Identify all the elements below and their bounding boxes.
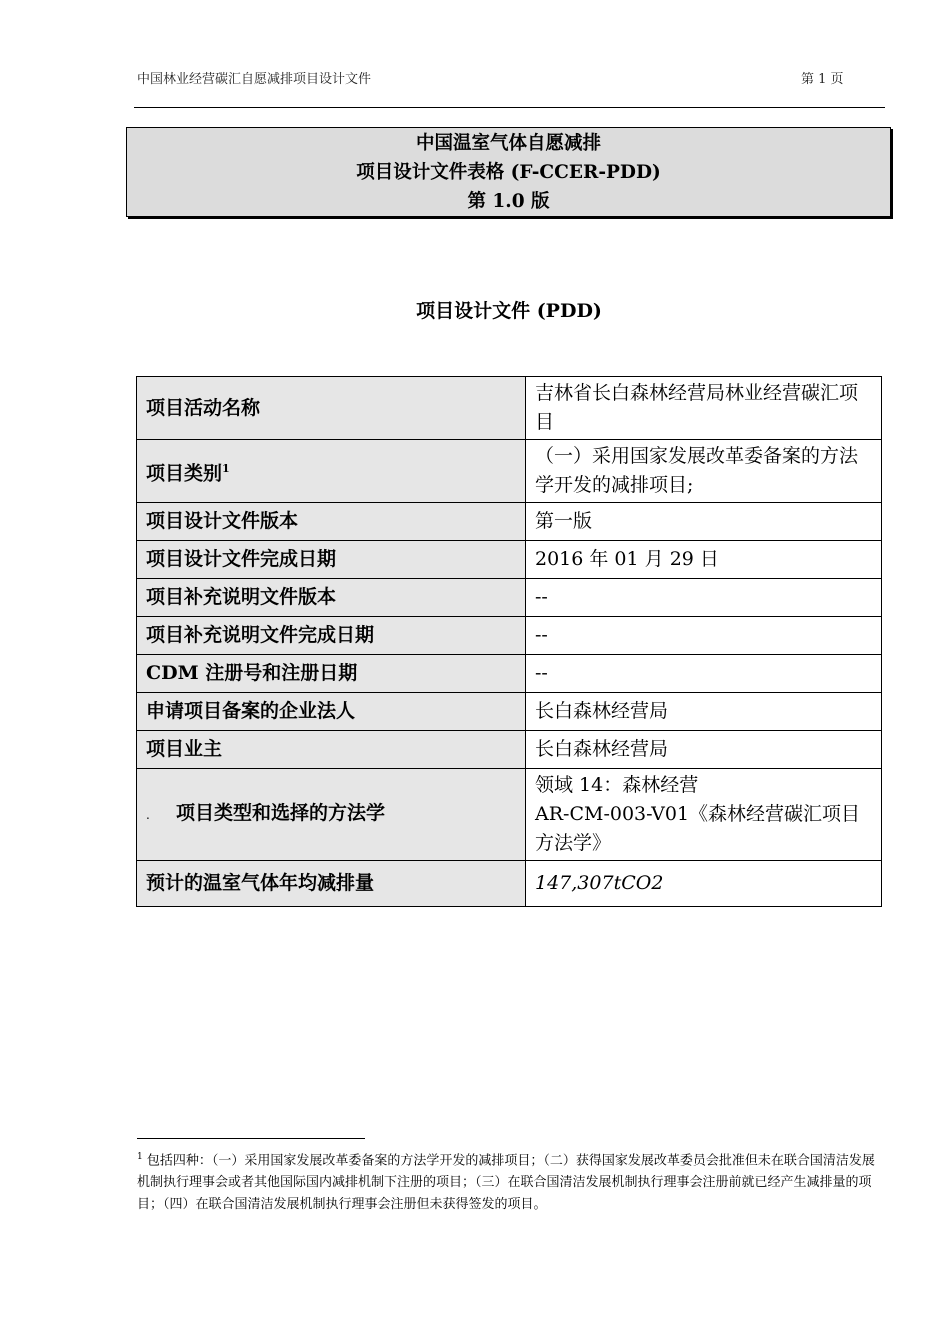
table-row <box>137 541 882 579</box>
row-value: -- <box>526 617 882 655</box>
row-value: 147,307tCO2 <box>526 861 882 907</box>
header-divider <box>134 107 885 108</box>
row-value: 2016 年 01 月 29 日 <box>526 541 882 579</box>
table-row <box>137 693 882 731</box>
row-label: 项目活动名称 <box>137 377 526 440</box>
running-header: 中国林业经营碳汇自愿减排项目设计文件 <box>137 72 372 87</box>
table-row <box>137 861 882 907</box>
table-row <box>137 579 882 617</box>
row-label: 项目业主 <box>137 731 526 769</box>
page-number: 第 1 页 <box>801 72 844 87</box>
footnote <box>137 1146 882 1216</box>
list-marker: . <box>146 808 150 822</box>
project-info-table <box>136 376 882 907</box>
row-value: -- <box>526 579 882 617</box>
row-value: 吉林省长白森林经营局林业经营碳汇项目 <box>526 377 882 440</box>
row-label-text: 项目类别 <box>146 462 223 485</box>
table-row <box>137 617 882 655</box>
form-title-line-1: 中国温室气体自愿减排 <box>415 132 601 154</box>
methodology-name: AR-CM-003-V01《森林经营碳汇项目方法学》 <box>535 803 861 854</box>
row-value <box>526 769 882 861</box>
table-row <box>137 655 882 693</box>
row-label: 项目补充说明文件完成日期 <box>137 617 526 655</box>
row-label: 项目设计文件完成日期 <box>137 541 526 579</box>
document-title: 项目设计文件 (PDD) <box>416 300 602 322</box>
row-label: 预计的温室气体年均减排量 <box>137 861 526 907</box>
row-value: 长白森林经营局 <box>526 693 882 731</box>
footnote-text: 包括四种：（一）采用国家发展改革委备案的方法学开发的减排项目；（二）获得国家发展改革委员会批准但未在联合国清洁发展机制执行理事会或者其他国际国内减排机制下注册的项目；（三）在联合国清洁发展机制执行理事会注册前就已经产生减排量的项目；（四）在联合国清洁发展机制执行理事会注册但未获得签发的项目。 <box>137 1153 875 1213</box>
row-label <box>137 440 526 503</box>
form-title-line-3: 第 1.0 版 <box>467 190 550 212</box>
table-row <box>137 731 882 769</box>
form-title-line-2: 项目设计文件表格 (F-CCER-PDD) <box>356 161 661 183</box>
row-value: 长白森林经营局 <box>526 731 882 769</box>
row-value: 第一版 <box>526 503 882 541</box>
row-label: 项目补充说明文件版本 <box>137 579 526 617</box>
table-row <box>137 769 882 861</box>
table-row <box>137 440 882 503</box>
row-label: 项目设计文件版本 <box>137 503 526 541</box>
form-title-box <box>126 127 891 217</box>
row-label: 申请项目备案的企业法人 <box>137 693 526 731</box>
row-label <box>137 769 526 861</box>
methodology-domain: 领域 14：森林经营 <box>535 774 699 796</box>
table-row <box>137 377 882 440</box>
footnote-number: 1 <box>137 1152 143 1162</box>
row-value: -- <box>526 655 882 693</box>
row-value: （一）采用国家发展改革委备案的方法学开发的减排项目; <box>526 440 882 503</box>
row-label: CDM 注册号和注册日期 <box>137 655 526 693</box>
row-label-text: 项目类型和选择的方法学 <box>176 802 386 824</box>
footnote-divider <box>137 1138 365 1139</box>
table-row <box>137 503 882 541</box>
footnote-ref: 1 <box>222 461 230 475</box>
